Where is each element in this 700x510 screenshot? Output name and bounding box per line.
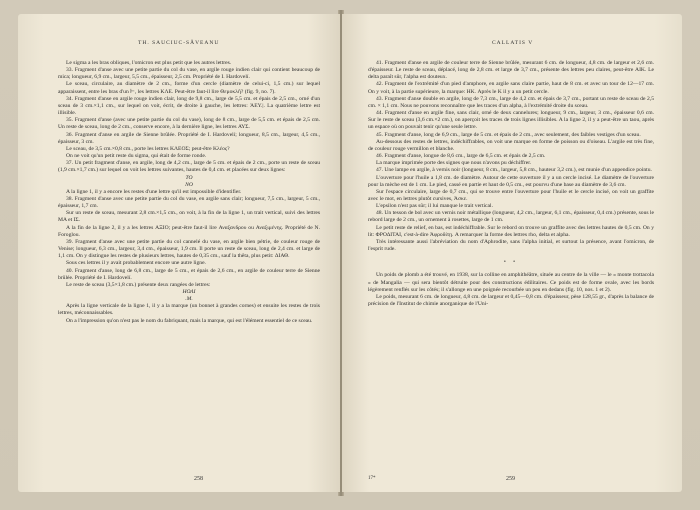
left-page [18, 14, 340, 492]
paragraph: 46. Fragment d'anse, longue de 8,6 cm., large de 6,5 cm. et épais de 2,5 cm. [376, 153, 546, 160]
inscription-line: .Μ. [185, 296, 193, 303]
paragraph: Le poids, mesurant 6 cm. de longueur, 4,8 cm. de largeur et 0,45—0,8 cm. d'épaisseur, pèse 128,55 gr., d'après la balance de précision de l'Institut de chimie anorganique de l'Uni- [368, 293, 654, 307]
right-text-column [368, 60, 654, 308]
paragraph: A la fin de la ligne 2, il y a les lettres ΑΞΙΟ; peut-être faut-il lire Αναξανδρου ou Αναξιμένης. Propriété de N. Foroglou. [58, 224, 320, 238]
left-page-number: 258 [194, 476, 203, 482]
paragraph: Le petit reste de relief, en bas, est indéchiffrable. Sur le rebord on trouve un graffite avec des lettres hautes de 0,5 cm. On y lit: ΦΡΟΔΙΤΑΙ, c'est-à-dire Ἀφροδίτῃ. A remarquer la forme des lettres rho, delta et alpha. [368, 224, 654, 238]
signature-mark: 17* [368, 476, 376, 481]
paragraph: 34. Fragment d'anse en argile rouge indien clair, long de 9,8 cm., large de 5,5 cm. et épais de 2,5 cm., orné d'un sceau de 3 cm.×1,1 cm., sur lequel on voit, écrit, de droite à gauche, les lettres: ΆΕΥ.|. La quatrième lettre est illisible. [58, 95, 320, 117]
paragraph: 41. Fragment d'anse en argile de couleur terre de Sienne brûlée, mesurant 6 cm. de longueur, 4,8 cm. de largeur et 2,6 cm. d'épaisseur. Le reste de sceau, déplacé, long de 2,8 cm. et large de 3,7 cm., présente des lettres peu claires, peut-être ΑΙΚ. Le delta paraît sûr, l'alpha est douteux. [368, 60, 654, 81]
paragraph: L'epsilon n'est pas sûr; il lui manque le trait vertical. [376, 203, 493, 210]
paragraph: Un poids de plomb a été trouvé, en 1938, sur la colline en amphithéâtre, située au centre de la ville — le « monte trottacola » de Mangalia — qui sera bientôt détruite pour des constructions édilitaires. Ce poids est de forme ovale, avec les bords légèrement renflés sur les côtés; il s'allonge en une poignée recourbée un peu en dedans (fig. 10, nos. 1 et 2). [368, 272, 654, 293]
right-page [342, 14, 682, 492]
paragraph: La marque imprimée porte des signes que nous n'avons pu déchiffrer. [376, 160, 532, 167]
inscription-line: ΤΟ [185, 174, 193, 181]
paragraph: 43. Fragment d'anse double en argile, long de 7,3 cm., large de 4,2 cm. et épais de 3,7 cm., portant un reste de sceau de 2,5 cm. × 1,1 cm. Nous ne pouvons reconnaître que les traces d'un alpha, à l'extrémité droite du sceau. [368, 95, 654, 109]
paragraph: 38. Fragment d'anse avec une petite partie du col du vase, en argile sans clair; longueur, 7,5 cm., largeur, 5 cm., épaisseur, 1,7 cm. [58, 195, 320, 210]
paragraph: Très intéressante aussi l'abréviation du nom d'Aphrodite, sans l'alpha initial, et surtout la présence, avant l'omicron, de l'esprit rude. [368, 238, 654, 253]
inscription-line: ΝΟ [185, 181, 193, 188]
paragraph: 37. Un petit fragment d'anse, en argile, long de 4,2 cm., large de 5 cm. et épais de 2 cm., porte un reste de sceau (1,9 cm.×1,7 cm.) sur lequel on voit les lettres suivantes, hautes de 0,4 cm. et placées sur deux lignes: [58, 160, 320, 174]
paragraph: 48. Un tesson de bol avec un vernis noir métallique (longueur, 4,2 cm., largeur, 6,1 cm., épaisseur, 0,4 cm.) présente, sous le rebord large de 2 cm., un ornement à rosettes, large de 1 cm. [368, 210, 654, 224]
paragraph: 42. Fragment de l'extrémité d'un pied d'amphore, en argile sans claire partie, haut de 8 cm. et avec un tour de 12—17 cm. On y voit, à la partie supérieure, la marque: ΗΚ. Après le Κ il y a un petit cercle. [368, 81, 654, 95]
paragraph: 35. Fragment d'anse (avec une petite partie du col du vase), long de 8 cm., large de 5,5 cm. et épais de 2,5 cm. Un reste de sceau, long de 2 cm., conserve encore, à la dernière ligne, les lettres ΑΥΣ. [58, 117, 320, 131]
section-break: • • [503, 259, 519, 266]
right-running-head: CALLATIS V [492, 40, 534, 46]
paragraph: 47. Une lampe en argile, à vernis noir (longueur, 8 cm., largeur, 5,8 cm., hauteur 3,2 cm.), est munie d'un appendice pointu. [376, 167, 652, 174]
inscription-line: ΗΟΛΙ [182, 289, 196, 295]
right-page-number: 259 [506, 476, 515, 482]
paragraph: 33. Fragment d'anse avec une petite partie du col du vase, en argile rouge indien clair qui contient beaucoup de mica; longueur, 6,9 cm., largeur, 5,5 cm., épaisseur, 2,5 cm. Propriété de I. Hardovelí. [58, 67, 320, 81]
paragraph: L'ouverture pour l'huile a 1,8 cm. de diamètre. Autour de cette ouverture il y a un cercle incisé. Le diamètre de l'ouverture pour la mèche est de 1 cm. Le pied, cassé en partie et haut de 0,5 cm., est pourvu d'une base au diamètre de 3,6 cm. [368, 174, 654, 188]
paragraph: On a l'impression qu'on n'est pas le nom du fabriquant, mais la marque, qui est l'élément essentiel de ce sceau. [66, 317, 313, 324]
left-text-column [58, 60, 320, 325]
paragraph: Au-dessous des restes de lettres, indéchiffrables, on voit une marque en forme de poisson ou d'oiseau. L'argile est très fine, de couleur rouge vermillon et blanche. [368, 138, 654, 152]
paragraph: 44. Fragment d'anse en argile fine, sans clair, orné de deux cannelures; longueur, 9 cm., largeur, 3 cm., épaisseur 0,6 cm. Sur le reste de sceau (3,6 cm.×2 cm.), on aperçoit les traces de trois lignes illisibles. A la ligne 2, il y a peut-être un taou, après un espace où on pouvait tenir qu'une seule lettre. [368, 110, 654, 131]
paragraph: Sur l'espace circulaire, large de 0,7 cm., qui se trouve entre l'ouverture pour l'huile et le cercle incisé, on voit un graffite avec le mot, en lettres plutôt cursives, Ἀσκε. [368, 188, 654, 202]
paragraph: 45. Fragment d'anse, long de 6,9 cm., large de 5 cm. et épais de 2 cm., avec seulement, des faibles vestiges d'un sceau. [376, 131, 641, 138]
paragraph: Sous ces lettres il y avait probablement encore une autre ligne. [66, 260, 206, 267]
paragraph: 36. Fragment d'anse en argile de Sienne brûlée. Propriété de I. Hardovelí; longueur, 8,5 cm., largeur, 4,5 cm., épaisseur, 3 cm. [58, 131, 320, 145]
paragraph: Sur un reste de sceau, mesurant 2,8 cm.×1,5 cm., on voit, à la fin de la ligne 1, un trait vertical, suivi des lettres ΜΑ et ΙΣ. [58, 210, 320, 224]
paragraph: Le reste de sceau (3,5×1,8 cm.) présente deux rangées de lettres: [66, 281, 211, 288]
paragraph: Le sceau, de 3,5 cm.×0,8 cm., porte les lettres ΚΛΕΟΣ; peut-être Κλέος? [66, 145, 230, 152]
left-running-head: TH. SAUCIUC-SĂVEANU [138, 40, 220, 46]
paragraph: Le sigma a les bras obliques, l'omicron est plus petit que les autres lettres. [66, 60, 232, 66]
paragraph: 39. Fragment d'anse avec une petite partie du col cannelé du vase, en argile bien pétrie, de couleur rouge de Venise; longueur, 6,3 cm., largeur, 3,4 cm., épaisseur, 1,9 cm. Il porte un reste de sceau, long de 2,4 cm. et large de 1,1 cm. On y distingue les restes de plusieurs lettres, hautes de 0,35 cm., sauf la thêta, plus petit: ΔΙΑΘ. [58, 238, 320, 260]
paragraph: A la ligne 1, il y a encore les restes d'une lettre qu'il est impossible d'identifier. [66, 188, 242, 195]
paragraph: Après la ligne verticale de la ligne 1, il y a la marque (un bonnet à grandes cornes) et ensuite les restes de trois lettres, méconnaissables. [58, 303, 320, 317]
paragraph: On ne voit qu'un petit reste du sigma, qui était de forme ronde. [66, 153, 207, 160]
paragraph: 40. Fragment d'anse, long de 6,8 cm., large de 5 cm., et épais de 2,6 cm., en argile de couleur terre de Sienne brûlée. Propriété de I. Hardovelí. [58, 267, 320, 281]
paragraph: Le sceau, circulaire, au diamètre de 2 cm., forme d'un cercle (diamètre de celui-ci, 1,5 cm.) sur lequel apparaissent, entre les bras d'un ⊢, les lettres ΚΛΕ. Peut-être faut-il lire Θεμοκλῆ? (fig. 9, no. 7). [58, 81, 320, 95]
